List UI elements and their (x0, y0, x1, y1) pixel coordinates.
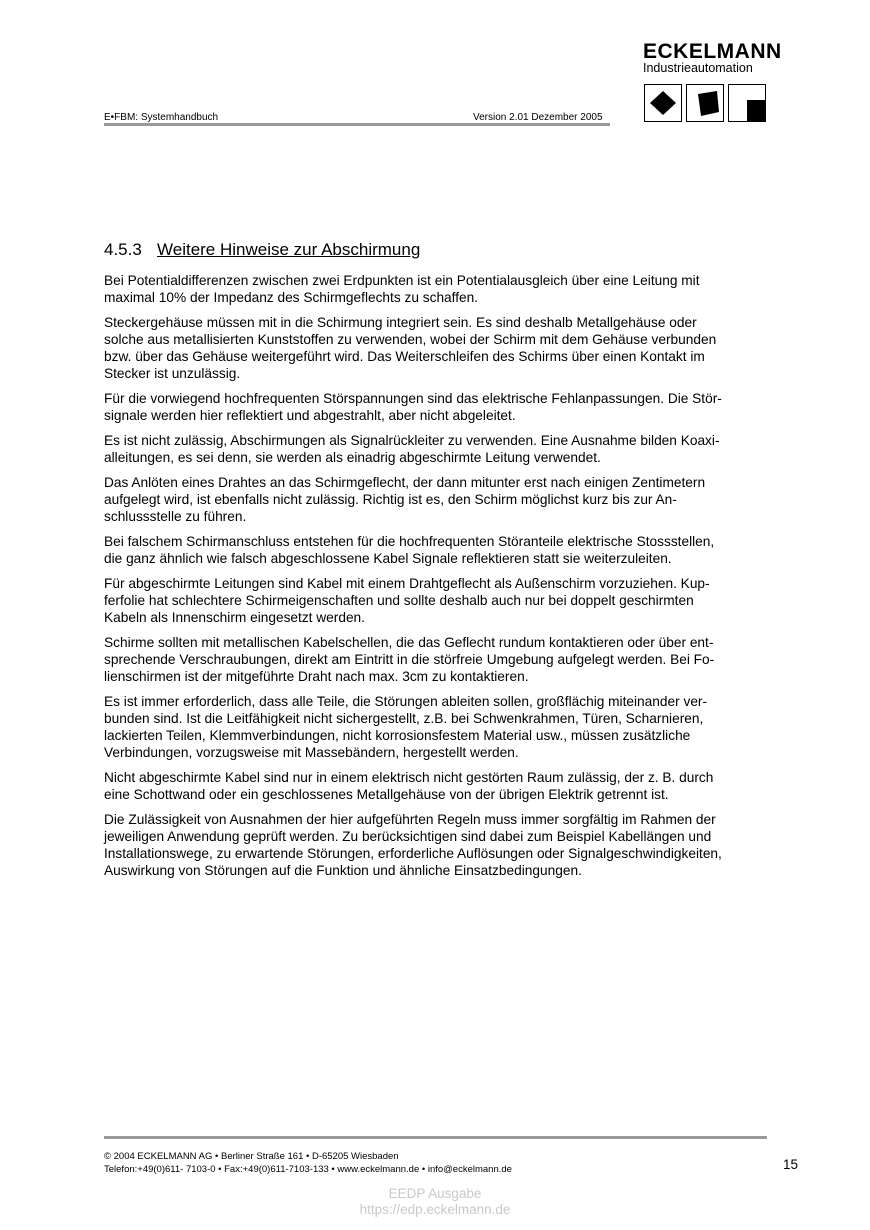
paragraph-line: Auswirkung von Störungen auf die Funktion und ähnliche Einsatzbedingungen. (104, 863, 582, 878)
paragraph-line: Installationswege, zu erwartende Störungen, erforderliche Auflösungen oder Signalgeschwindigkeiten, (104, 846, 722, 861)
paragraph-line: jeweiligen Anwendung geprüft werden. Zu berücksichtigen sind dabei zum Beispiel Kabellängen und (104, 829, 712, 844)
paragraph-line: ferfolie hat schlechtere Schirmeigenschaften und sollte deshalb auch nur bei doppelt geschirmten (104, 593, 694, 608)
paragraph-line: lackierten Teilen, Klemmverbindungen, nicht korrosionsfestem Material usw., müssen zusätzliche (104, 728, 691, 743)
paragraph-line: Das Anlöten eines Drahtes an das Schirmgeflecht, der dann mitunter erst nach einigen Zentimetern (104, 475, 706, 490)
paragraph-line: alleitungen, es sei denn, sie werden als einadrig abgeschirmte Leitung verwendet. (104, 450, 601, 465)
watermark-title: EEDP Ausgabe (388, 1186, 482, 1201)
body-text (104, 272, 772, 887)
paragraph (104, 474, 772, 525)
header-version: Version 2.01 Dezember 2005 (473, 112, 603, 123)
paragraph (104, 432, 772, 466)
page-number: 15 (783, 1157, 799, 1172)
paragraph-line: Für abgeschirmte Leitungen sind Kabel mit einem Drahtgeflecht als Außenschirm vorzuziehen. Kup- (104, 576, 710, 591)
paragraph (104, 769, 772, 803)
paragraph (104, 390, 772, 424)
section-heading (104, 240, 420, 260)
paragraph-line: eine Schottwand oder ein geschlossenes Metallgehäuse von der übrigen Elektrik getrennt ist. (104, 787, 669, 802)
paragraph-line: sprechende Verschraubungen, direkt am Eintritt in die störfreie Umgebung aufgelegt werden. Bei Fo- (104, 652, 715, 667)
paragraph-line: maximal 10% der Impedanz des Schirmgeflechts zu schaffen. (104, 290, 479, 305)
watermark-url: https://edp.eckelmann.de (359, 1202, 511, 1217)
paragraph-line: Steckergehäuse müssen mit in die Schirmung integriert sein. Es sind deshalb Metallgehäuse oder (104, 315, 697, 330)
paragraph-line: die ganz ähnlich wie falsch abgeschlossene Kabel Signale reflektieren statt sie weiterzuleiten. (104, 551, 672, 566)
paragraph (104, 575, 772, 626)
paragraph-line: Nicht abgeschirmte Kabel sind nur in einem elektrisch nicht gestörten Raum zulässig, der z. B. durch (104, 770, 714, 785)
paragraph-line: Stecker ist unzulässig. (104, 366, 241, 381)
paragraph-line: bunden sind. Ist die Leitfähigkeit nicht sichergestellt, z.B. bei Schwenkrahmen, Türen, Scharnieren, (104, 711, 704, 726)
header-document-title: E•FBM: Systemhandbuch (104, 112, 219, 123)
footer-address: © 2004 ECKELMANN AG • Berliner Straße 161 • D-65205 Wiesbaden (104, 1151, 399, 1162)
paragraph (104, 634, 772, 685)
logo-company-name: ECKELMANN (643, 40, 782, 63)
logo-subtitle: Industrieautomation (643, 61, 753, 75)
paragraph (104, 811, 772, 879)
footer-contact: Telefon:+49(0)611- 7103-0 • Fax:+49(0)611-7103-133 • www.eckelmann.de • info@eckelmann.de (104, 1164, 512, 1175)
section-number: 4.5.3 (104, 240, 142, 259)
paragraph (104, 314, 772, 382)
paragraph (104, 272, 772, 306)
company-logo-icon (644, 84, 768, 124)
paragraph-line: Bei falschem Schirmanschluss entstehen für die hochfrequenten Störanteile elektrische Stossstellen, (104, 534, 715, 549)
paragraph-line: Die Zulässigkeit von Ausnahmen der hier aufgeführten Regeln muss immer sorgfältig im Rahmen der (104, 812, 716, 827)
footer-divider (104, 1136, 767, 1139)
paragraph-line: Es ist nicht zulässig, Abschirmungen als Signalrückleiter zu verwenden. Eine Ausnahme bilden Koaxi- (104, 433, 720, 448)
paragraph-line: solche aus metallisierten Kunststoffen zu verwenden, wobei der Schirm mit dem Gehäuse verbunden (104, 332, 717, 347)
section-title: Weitere Hinweise zur Abschirmung (157, 240, 421, 259)
paragraph-line: Bei Potentialdifferenzen zwischen zwei Erdpunkten ist ein Potentialausgleich über eine Leitung mit (104, 273, 700, 288)
paragraph-line: schlussstelle zu führen. (104, 509, 247, 524)
paragraph-line: Schirme sollten mit metallischen Kabelschellen, die das Geflecht rundum kontaktieren oder über ent- (104, 635, 714, 650)
paragraph-line: Verbindungen, vorzugsweise mit Massebändern, hergestellt werden. (104, 745, 519, 760)
paragraph-line: bzw. über das Gehäuse weitergeführt wird. Das Weiterschleifen des Schirms über einen Kontakt im (104, 349, 705, 364)
paragraph-line: aufgelegt wird, ist ebenfalls nicht zulässig. Richtig ist es, den Schirm möglichst kurz bis zur An- (104, 492, 677, 507)
paragraph (104, 533, 772, 567)
paragraph-line: Für die vorwiegend hochfrequenten Störspannungen sind das elektrische Fehlanpassungen. Die Stör- (104, 391, 722, 406)
header-divider (104, 123, 610, 126)
paragraph-line: Es ist immer erforderlich, dass alle Teile, die Störungen ableiten sollen, großflächig miteinander ver- (104, 694, 708, 709)
paragraph-line: Kabeln als Innenschirm eingesetzt werden. (104, 610, 365, 625)
paragraph (104, 693, 772, 761)
paragraph-line: signale werden hier reflektiert und abgestrahlt, aber nicht abgeleitet. (104, 408, 516, 423)
paragraph-line: lienschirmen ist der mitgeführte Draht nach max. 3cm zu kontaktieren. (104, 669, 529, 684)
